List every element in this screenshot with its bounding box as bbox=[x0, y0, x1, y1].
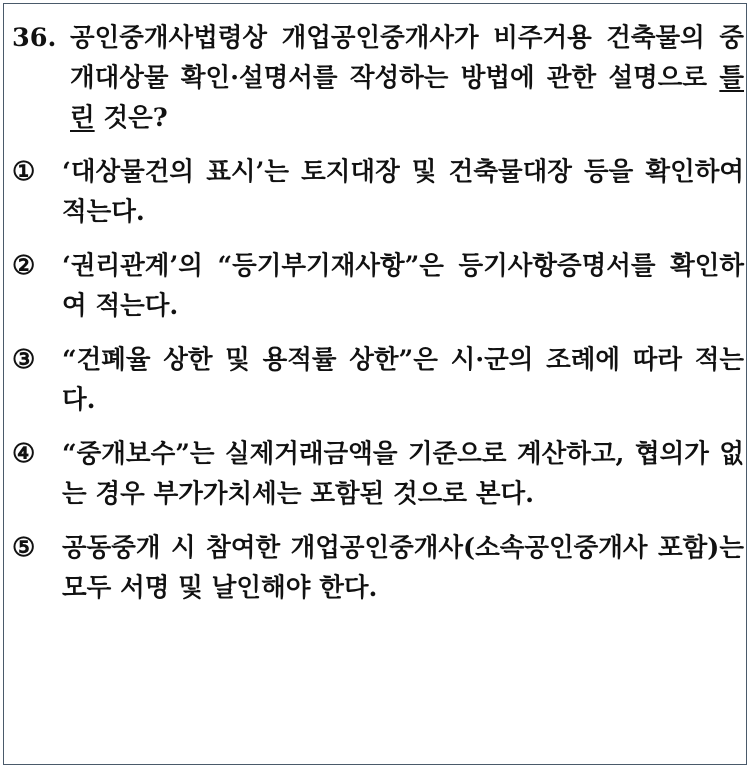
option-5-text: 공동중개 시 참여한 개업공인중개사(소속공인중개사 포함)는 모두 서명 및 날인해야 한다. bbox=[62, 533, 744, 603]
question-number: 36. bbox=[12, 23, 57, 53]
option-4-marker: ④ bbox=[12, 439, 36, 469]
option-2-marker: ② bbox=[12, 251, 36, 281]
question-text-after: 것은? bbox=[94, 103, 168, 133]
option-3-text: “건폐율 상한 및 용적률 상한”은 시·군의 조례에 따라 적는다. bbox=[62, 345, 744, 415]
question-stem bbox=[12, 18, 744, 138]
option-3[interactable] bbox=[12, 340, 744, 420]
option-1-text: ‘대상물건의 표시’는 토지대장 및 건축물대장 등을 확인하여 적는다. bbox=[62, 157, 744, 227]
option-3-marker: ③ bbox=[12, 345, 36, 375]
option-2[interactable] bbox=[12, 246, 744, 326]
question-box bbox=[3, 3, 747, 765]
option-4-text: “중개보수”는 실제거래금액을 기준으로 계산하고, 협의가 없는 경우 부가가치세는 포함된 것으로 본다. bbox=[62, 439, 744, 509]
option-1-marker: ① bbox=[12, 157, 36, 187]
option-4[interactable] bbox=[12, 434, 744, 514]
question-text-before: 공인중개사법령상 개업공인중개사가 비주거용 건축물의 중개대상물 확인·설명서를 작성하는 방법에 관한 설명으로 bbox=[70, 23, 744, 93]
option-5[interactable] bbox=[12, 528, 744, 608]
question-content bbox=[12, 18, 744, 608]
option-2-text: ‘권리관계’의 “등기부기재사항”은 등기사항증명서를 확인하여 적는다. bbox=[62, 251, 744, 321]
question-underlined-word: 틀린 bbox=[70, 63, 744, 133]
option-1[interactable] bbox=[12, 152, 744, 232]
question-text bbox=[70, 18, 744, 138]
option-5-marker: ⑤ bbox=[12, 533, 36, 563]
answer-options bbox=[12, 152, 744, 608]
